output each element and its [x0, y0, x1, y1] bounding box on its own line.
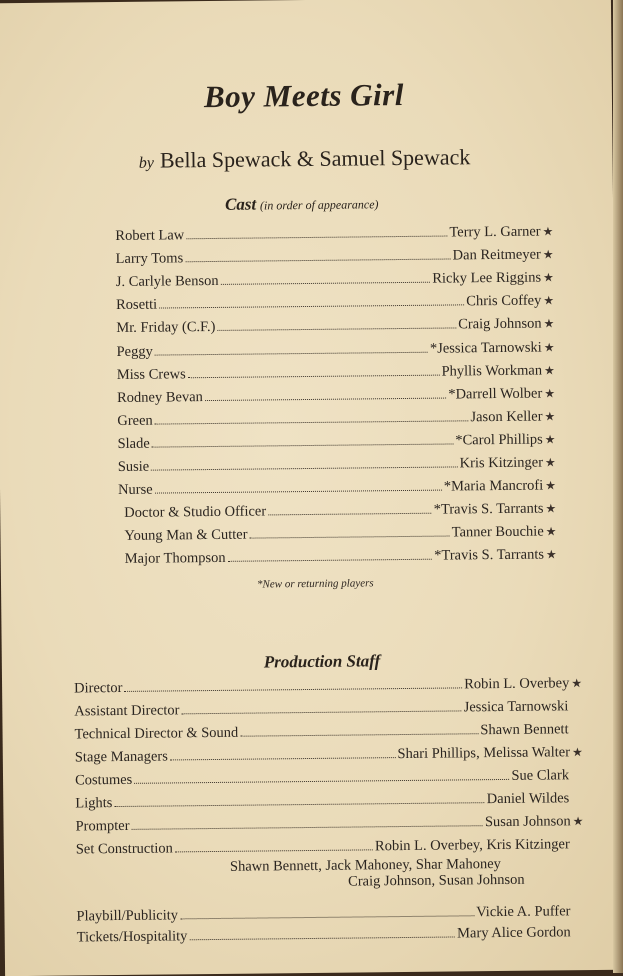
cast-row — [116, 339, 554, 361]
cast-role: Rodney Bevan — [116, 388, 203, 406]
leader-dots — [170, 757, 396, 760]
cast-actor: *Carol Phillips — [455, 431, 543, 449]
leader-dots — [180, 915, 474, 919]
leader-dots — [268, 513, 432, 516]
star-icon: ★ — [543, 316, 555, 331]
cast-actor: *Maria Mancrofi — [443, 477, 544, 495]
staff-role: Prompter — [75, 817, 130, 835]
leader-dots — [124, 687, 462, 692]
star-icon: ★ — [545, 501, 557, 516]
staff-row — [75, 744, 583, 766]
staff-name: Daniel Wildes — [486, 790, 570, 808]
leader-dots — [152, 443, 454, 447]
cast-role: J. Carlyle Benson — [115, 273, 219, 291]
set-construction-continued-1: Shawn Bennett, Jack Mahoney, Shar Mahoney — [229, 856, 501, 875]
staff-name: Shawn Bennett — [480, 721, 569, 739]
staff-name: Susan Johnson — [484, 813, 571, 831]
cast-note: *New or returning players — [256, 577, 374, 591]
leader-dots — [240, 733, 478, 736]
staff-row — [74, 675, 582, 697]
cast-row — [116, 247, 554, 269]
cast-role: Rosetti — [116, 296, 158, 314]
star-icon: ★ — [571, 676, 583, 691]
play-title: Boy Meets Girl — [203, 76, 405, 115]
leader-dots — [175, 849, 373, 852]
cast-row — [125, 547, 557, 569]
staff-row — [76, 903, 570, 925]
staff-row — [74, 721, 568, 743]
leader-dots — [218, 328, 457, 331]
cast-row — [116, 316, 554, 338]
staff-row — [74, 698, 568, 720]
leader-dots — [189, 936, 455, 940]
staff-role: Lights — [75, 795, 113, 812]
staff-row — [75, 813, 583, 835]
cast-role: Green — [117, 412, 153, 429]
cast-actor: Chris Coffey — [466, 292, 542, 310]
cast-actor: Terry L. Garner — [449, 223, 541, 241]
leader-dots — [185, 259, 450, 263]
staff-role: Assistant Director — [74, 702, 180, 720]
cast-actor: Phyllis Workman — [441, 362, 543, 380]
star-icon: ★ — [543, 363, 555, 378]
cast-role: Major Thompson — [124, 550, 226, 568]
cast-actor: *Travis S. Tarrants — [433, 500, 544, 518]
cast-row — [124, 501, 556, 523]
cast-row — [115, 223, 553, 245]
cast-heading-subtitle: (in order of appearance) — [259, 197, 379, 213]
cast-heading — [225, 193, 379, 215]
leader-dots — [159, 305, 464, 309]
cast-row — [116, 270, 554, 292]
leader-dots — [186, 236, 447, 240]
star-icon: ★ — [545, 478, 557, 493]
byline-by: by — [138, 154, 155, 172]
staff-role: Tickets/Hospitality — [76, 928, 188, 946]
star-icon: ★ — [543, 339, 555, 355]
leader-dots — [250, 536, 450, 539]
cast-row — [117, 385, 555, 407]
star-icon: ★ — [544, 455, 556, 470]
staff-name: Sue Clark — [511, 767, 570, 784]
leader-dots — [188, 374, 440, 378]
star-icon: ★ — [571, 745, 583, 760]
staff-name: Shari Phillips, Melissa Walter — [397, 744, 571, 763]
star-icon: ★ — [544, 386, 556, 401]
star-icon: ★ — [542, 224, 554, 239]
cast-actor: Tanner Bouchie — [451, 523, 544, 541]
staff-name: Robin L. Overbey — [464, 675, 570, 693]
cast-actor: Jason Keller — [470, 408, 543, 426]
staff-role: Playbill/Publicity — [76, 907, 179, 925]
cast-row — [117, 408, 555, 430]
staff-role: Set Construction — [75, 840, 173, 858]
cast-actor: *Travis S. Tarrants — [434, 546, 545, 565]
star-icon: ★ — [544, 432, 556, 447]
star-icon: ★ — [545, 524, 557, 539]
staff-role: Stage Managers — [74, 748, 168, 766]
star-icon: ★ — [545, 547, 557, 562]
staff-name: Mary Alice Gordon — [457, 924, 571, 942]
star-icon: ★ — [542, 270, 554, 285]
staff-row — [77, 924, 571, 946]
cast-actor: *Jessica Tarnowski — [429, 339, 542, 357]
cast-row — [118, 477, 556, 499]
cast-actor: Craig Johnson — [458, 315, 542, 333]
leader-dots — [181, 710, 461, 714]
cast-row — [124, 524, 556, 546]
cast-row — [117, 362, 555, 384]
production-staff-heading: Production Staff — [263, 651, 381, 672]
cast-role: Susie — [117, 458, 150, 475]
leader-dots — [151, 466, 457, 470]
cast-heading-label: Cast — [224, 194, 257, 214]
cast-actor: *Darrell Wolber — [448, 385, 543, 403]
staff-role: Director — [74, 679, 123, 697]
leader-dots — [228, 559, 433, 562]
staff-name: Jessica Tarnowski — [463, 698, 569, 716]
staff-name: Robin L. Overbey, Kris Kitzinger — [374, 836, 570, 855]
set-construction-continued-2: Craig Johnson, Susan Johnson — [348, 871, 525, 890]
cast-actor: Dan Reitmeyer — [452, 246, 541, 264]
leader-dots — [132, 825, 483, 830]
staff-role: Costumes — [74, 771, 133, 789]
cast-row — [117, 431, 555, 453]
leader-dots — [114, 802, 484, 807]
byline-authors: Bella Spewack & Samuel Spewack — [159, 144, 471, 173]
cast-row — [116, 293, 554, 315]
cast-role: Mr. Friday (C.F.) — [116, 319, 216, 337]
star-icon: ★ — [542, 247, 554, 262]
cast-role: Slade — [117, 435, 150, 452]
cast-role: Miss Crews — [116, 365, 186, 383]
cast-role: Larry Toms — [115, 250, 184, 268]
cast-role: Doctor & Studio Officer — [124, 503, 267, 522]
cast-row — [118, 454, 556, 476]
page-edge — [613, 0, 623, 973]
cast-role: Robert Law — [115, 227, 185, 245]
byline — [0, 143, 613, 175]
cast-role: Nurse — [117, 481, 153, 499]
leader-dots — [205, 397, 446, 401]
cast-role: Young Man & Cutter — [124, 526, 248, 545]
staff-role: Technical Director & Sound — [74, 724, 239, 743]
staff-row — [75, 790, 569, 812]
staff-row — [75, 767, 569, 789]
cast-role: Peggy — [116, 343, 153, 360]
leader-dots — [134, 779, 509, 784]
staff-name: Vickie A. Puffer — [476, 903, 571, 921]
star-icon: ★ — [543, 293, 555, 308]
leader-dots — [155, 490, 442, 494]
star-icon: ★ — [544, 409, 556, 424]
star-icon: ★ — [572, 814, 584, 829]
leader-dots — [155, 351, 428, 355]
leader-dots — [221, 282, 431, 285]
cast-actor: Kris Kitzinger — [459, 454, 544, 472]
leader-dots — [155, 420, 469, 424]
cast-actor: Ricky Lee Riggins — [432, 269, 542, 287]
